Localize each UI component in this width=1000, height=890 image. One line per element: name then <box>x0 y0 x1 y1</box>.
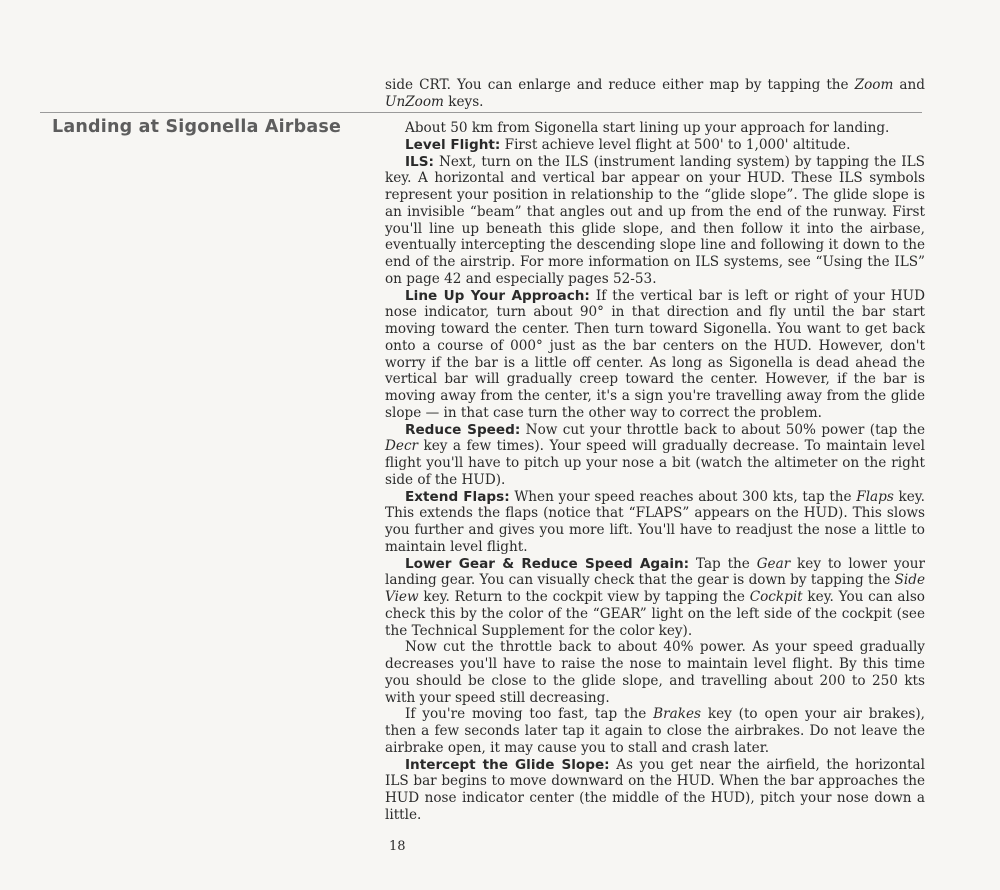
side-view-key-name: Side View <box>385 572 925 605</box>
text-run: keys. <box>443 93 484 110</box>
cockpit-key-name: Cockpit <box>749 589 803 605</box>
paragraph-too-fast <box>385 706 925 756</box>
paragraph-extend-flaps <box>385 489 925 556</box>
text-run: When your speed reaches about 300 kts, tap the <box>509 488 857 505</box>
unzoom-key-name: UnZoom <box>385 93 444 110</box>
text-run: Next, turn on the ILS (instrument landing system) by tapping the ILS key. A horizontal and vertical bar appear on your HUD. These ILS symbols represent your position in relationship to the “glide slope”. The glide slope is an invisible “beam” that angles out and up from the end of the runway. First you'll line up beneath this glide slope, and then follow it into the airbase, eventually intercepting the descending slope line and following it down to the end of the airstrip. For more information on ILS systems, see “Using the ILS” on page 42 and especially pages 52-53. <box>385 153 925 287</box>
text-run: key a few times). Your speed will gradually decrease. To maintain level flight you'll have to pitch up your nose a bit (watch the altimeter on the right side of the HUD). <box>385 438 925 488</box>
text-run: Tap the <box>689 555 757 572</box>
run-in-heading: Lower Gear & Reduce Speed Again: <box>405 555 690 572</box>
run-in-heading: Reduce Speed: <box>405 421 521 438</box>
paragraph-line-up <box>385 288 925 422</box>
paragraph-intro: About 50 km from Sigonella start lining up your approach for landing. <box>405 120 890 136</box>
paragraph-reduce-speed <box>385 422 925 489</box>
text-run: key to lower your landing gear. You can visually check that the gear is down by tapping the <box>385 555 925 589</box>
run-in-heading: Extend Flaps: <box>405 488 510 505</box>
paragraph-intercept <box>385 757 925 824</box>
run-in-heading: Line Up Your Approach: <box>405 287 590 304</box>
text-run: As you get near the airfield, the horizontal ILS bar begins to move downward on the HUD. When the bar approaches the HUD nose indicator center (the middle of the HUD), pitch your nose down a little. <box>385 756 925 823</box>
section-divider <box>40 112 922 113</box>
text-run: Now cut your throttle back to about 50% power (tap the <box>520 421 925 438</box>
text-run: side CRT. You can enlarge and reduce either map by tapping the <box>385 77 855 93</box>
lead-paragraph <box>385 77 925 111</box>
zoom-key-name: Zoom <box>854 77 894 93</box>
decr-key-name: Decr <box>385 438 419 455</box>
page-number: 18 <box>389 839 406 854</box>
brakes-key-name: Brakes <box>653 706 701 723</box>
text-run: key. Return to the cockpit view by tapping the <box>418 589 750 605</box>
paragraph-level-flight <box>385 137 925 154</box>
text-run: key (to open your air brakes), then a few seconds later tap it again to close the airbrakes. Do not leave the airbrake open, it may cause you to stall and crash later. <box>385 706 925 756</box>
section-body <box>385 120 925 824</box>
text-run: key. You can also check this by the color of the “GEAR” light on the left side of the cockpit (see the Technical Supplement for the color key). <box>385 589 925 639</box>
gear-key-name: Gear <box>756 555 791 572</box>
run-in-heading: ILS: <box>405 153 434 170</box>
flaps-key-name: Flaps <box>856 488 894 505</box>
section-heading: Landing at Sigonella Airbase <box>52 117 342 137</box>
run-in-heading: Intercept the Glide Slope: <box>405 756 610 773</box>
text-run: First achieve level flight at 500' to 1,000' altitude. <box>500 136 851 153</box>
paragraph-ils <box>385 154 925 288</box>
text-run: If the vertical bar is left or right of your HUD nose indicator, turn about 90° in that direction and fly until the bar start moving toward the center. Then turn toward Sigonella. You want to get back onto a course of 000° just as the bar centers on the HUD. However, don't worry if the bar is a little off center. As long as Sigonella is dead ahead the vertical bar will gradually creep toward the center. However, if the bar is moving away from the center, it's a sign you're travelling away from the glide slope — in that case turn the other way to correct the problem. <box>385 287 925 421</box>
text-run: If you're moving too fast, tap the <box>405 706 654 723</box>
run-in-heading: Level Flight: <box>405 136 501 153</box>
paragraph-lower-gear <box>385 556 925 640</box>
text-run: key. This extends the flaps (notice that “FLAPS” appears on the HUD). This slows you further and gives you more lift. You'll have to readjust the nose a little to maintain level flight. <box>385 488 925 555</box>
paragraph-throttle-40: Now cut the throttle back to about 40% power. As your speed gradually decreases you'll have to raise the nose to maintain level flight. By this time you should be close to the glide slope, and travelling about 200 to 250 kts with your speed still decreasing. <box>385 639 925 706</box>
text-run: and <box>893 77 925 93</box>
